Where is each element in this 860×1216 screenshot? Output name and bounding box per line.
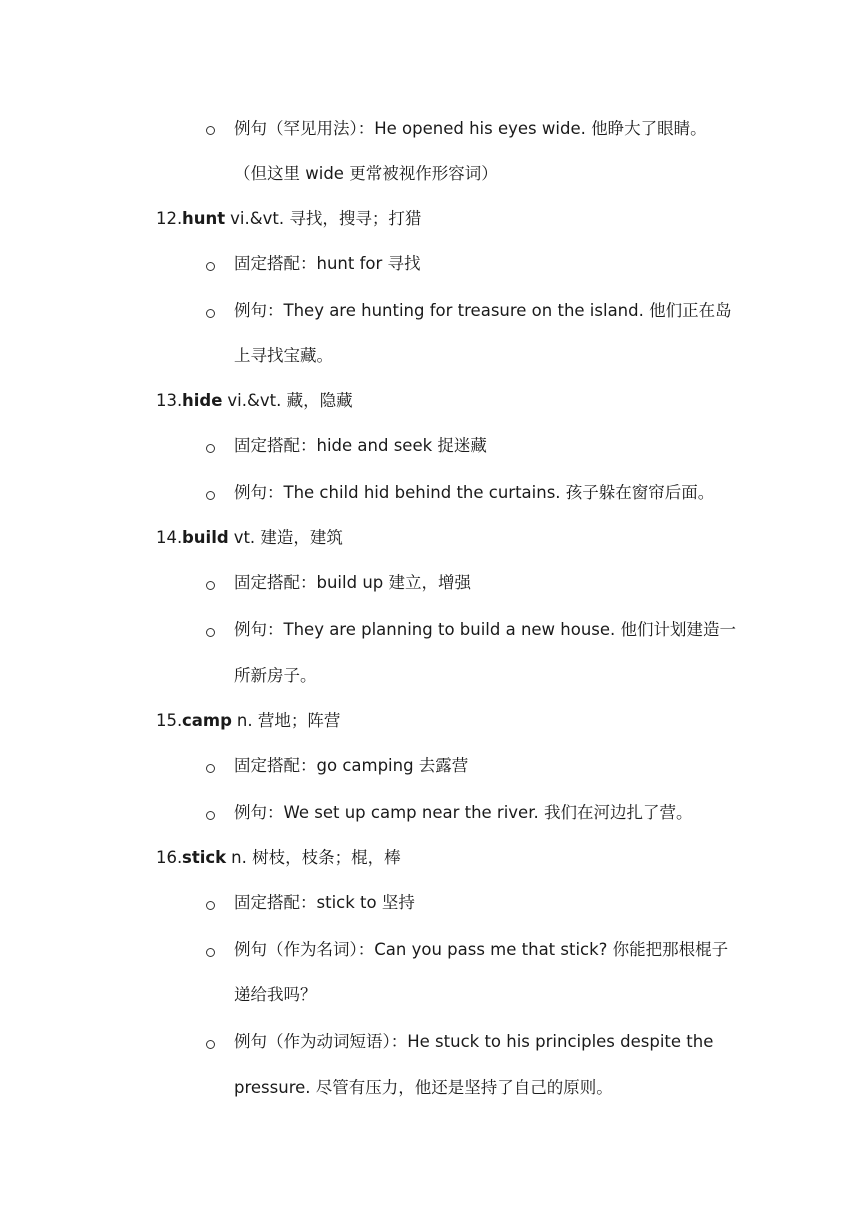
entry-definition: vi.&vt. 寻找，搜寻；打猎 [230, 209, 422, 228]
example-sentence-continued: 上寻找宝藏。 [234, 346, 333, 365]
vocab-entry-hide [156, 390, 353, 412]
list-bullet [206, 262, 215, 271]
entry-definition: n. 营地；阵营 [236, 711, 341, 730]
list-bullet [206, 628, 215, 637]
list-bullet [206, 581, 215, 590]
entry-number: 16. [156, 848, 183, 867]
example-sentence: 例句（罕见用法）：He opened his eyes wide. 他睁大了眼睛。 [234, 119, 707, 138]
collocation: 固定搭配：hunt for 寻找 [234, 254, 421, 273]
example-sentence: 例句：We set up camp near the river. 我们在河边扎了营。 [234, 803, 693, 822]
list-bullet [206, 1040, 215, 1049]
entry-definition: n. 树枝，枝条；棍，棒 [231, 848, 401, 867]
entry-word: stick [182, 848, 227, 867]
list-bullet [206, 126, 215, 135]
vocab-entry-build [156, 527, 343, 549]
list-bullet [206, 764, 215, 773]
example-sentence-continued: 所新房子。 [234, 666, 317, 685]
entry-word: camp [182, 711, 232, 730]
list-bullet [206, 901, 215, 910]
collocation: 固定搭配：build up 建立，增强 [234, 573, 471, 592]
list-bullet [206, 811, 215, 820]
vocab-entry-hunt [156, 208, 421, 230]
entry-definition: vi.&vt. 藏，隐藏 [227, 391, 353, 410]
list-bullet [206, 309, 215, 318]
collocation: 固定搭配：hide and seek 捉迷藏 [234, 436, 487, 455]
entry-number: 14. [156, 528, 183, 547]
entry-definition: vt. 建造，建筑 [233, 528, 343, 547]
vocab-entry-camp [156, 710, 340, 732]
entry-word: hide [182, 391, 223, 410]
entry-number: 13. [156, 391, 183, 410]
example-sentence: 例句：They are hunting for treasure on the island. 他们正在岛 [234, 301, 732, 320]
list-bullet [206, 444, 215, 453]
example-note: （但这里 wide 更常被视作形容词） [234, 164, 498, 183]
list-bullet [206, 948, 215, 957]
entry-word: hunt [182, 209, 226, 228]
collocation: 固定搭配：stick to 坚持 [234, 893, 415, 912]
example-sentence: 例句（作为动词短语）：He stuck to his principles despite the [234, 1032, 714, 1051]
example-sentence: 例句：They are planning to build a new house. 他们计划建造一 [234, 620, 737, 639]
entry-word: build [182, 528, 229, 547]
example-sentence-continued: 递给我吗？ [234, 985, 317, 1004]
entry-number: 12. [156, 209, 183, 228]
example-sentence-continued: pressure. 尽管有压力，他还是坚持了自己的原则。 [234, 1078, 613, 1097]
example-sentence: 例句：The child hid behind the curtains. 孩子躲在窗帘后面。 [234, 483, 715, 502]
vocab-entry-stick [156, 847, 401, 869]
entry-number: 15. [156, 711, 183, 730]
collocation: 固定搭配：go camping 去露营 [234, 756, 469, 775]
example-sentence: 例句（作为名词）：Can you pass me that stick? 你能把那根棍子 [234, 940, 729, 959]
list-bullet [206, 491, 215, 500]
